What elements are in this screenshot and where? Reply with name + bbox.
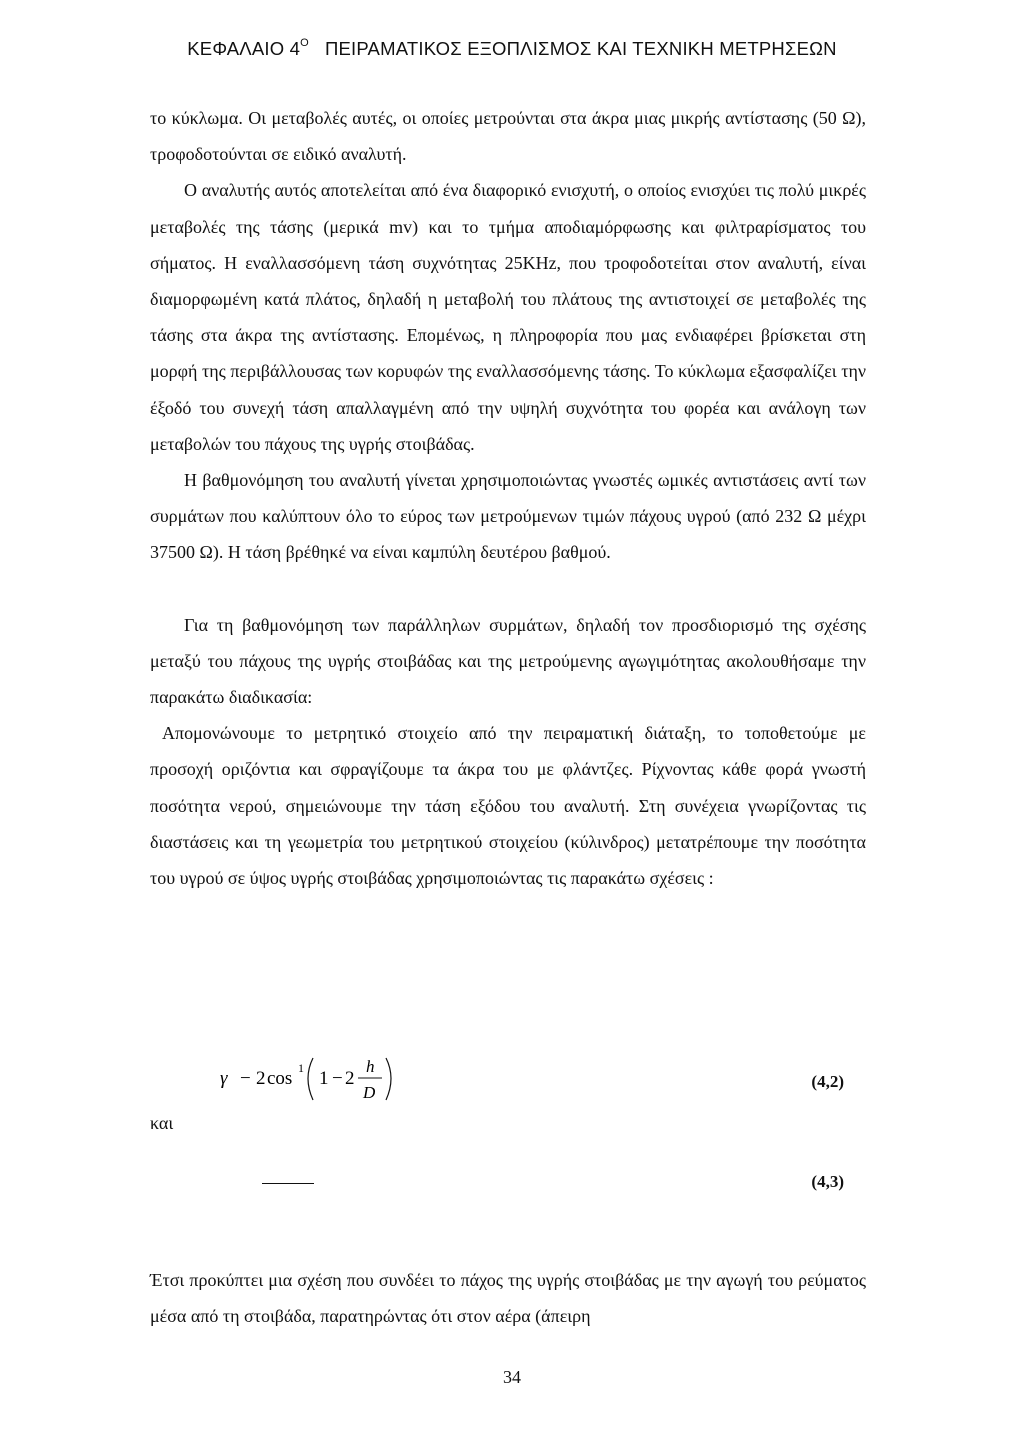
eq-paren-right	[386, 1058, 391, 1100]
eq-two: 2	[345, 1068, 355, 1089]
eq-minus: −	[240, 1068, 251, 1089]
header-title: ΠΕΙΡΑΜΑΤΙΚΟΣ ΕΞΟΠΛΙΣΜΟΣ ΚΑΙ ΤΕΧΝΙΚΗ ΜΕΤΡΗΣΕΩΝ	[324, 38, 837, 59]
eq-paren-left	[308, 1058, 313, 1100]
eq-numerator: h	[366, 1057, 375, 1076]
paragraph-6: Έτσι προκύπτει μια σχέση που συνδέει το πάχος της υγρής στοιβάδας με την αγωγή του ρεύματος μέσα από τη στοιβάδα, παρατηρώντας ότι στον αέρα (άπειρη	[150, 1270, 866, 1327]
eq-minus2: −	[332, 1068, 343, 1089]
equation-4-3	[150, 1166, 866, 1196]
paragraph-5: Απομονώνουμε το μετρητικό στοιχείο από την πειραματική διάταξη, το τοποθετούμε με προσοχή οριζόντια και σφραγίζουμε τα άκρα του με φλάντζες. Ρίχνοντας κάθε φορά γνωστή ποσότητα νερού, σημειώνουμε την τάση εξόδου του αναλυτή. Στη συνέχεια γνωρίζοντας τις διαστάσεις και τη γεωμετρία του μετρητικού στοιχείου (κύλινδρος) μετατρέπουμε την ποσότητα του υγρού σε ύψος υγρής στοιβάδας χρησιμοποιώντας τις παρακάτω σχέσεις :	[150, 723, 866, 889]
header-chapter-sup: Ο	[300, 36, 309, 49]
eq-func: cos	[267, 1068, 293, 1089]
eq-exp: 1	[298, 1061, 304, 1075]
equation-4-2-label: (4,2)	[811, 1072, 844, 1091]
eq-lhs: γ	[220, 1068, 228, 1089]
connector-word: και	[150, 1113, 174, 1133]
body-text-continued	[150, 1262, 866, 1334]
equation-4-2-formula	[200, 1052, 460, 1124]
paragraph-4: Για τη βαθμονόμηση των παράλληλων συρμάτων, δηλαδή τον προσδιορισμό της σχέσης μεταξύ του πάχους της υγρής στοιβάδας και της μετρούμενης αγωγιμότητας ακολουθήσαμε την παρακάτω διαδικασία:	[150, 614, 866, 708]
eq-denominator: D	[363, 1083, 376, 1102]
running-header	[0, 38, 1024, 60]
page-number: 34	[503, 1367, 521, 1387]
paragraph-1: το κύκλωμα. Οι μεταβολές αυτές, οι οποίες μετρούνται στα άκρα μιας μικρής αντίστασης (50 Ω), τροφοδοτούνται σε ειδικό αναλυτή.	[150, 108, 866, 165]
equation-4-2	[200, 1052, 866, 1124]
paragraph-gap	[150, 571, 866, 607]
equation-4-3-label: (4,3)	[811, 1172, 844, 1191]
eq-one: 1	[319, 1068, 329, 1089]
paragraph-3: Η βαθμονόμηση του αναλυτή γίνεται χρησιμοποιώντας γνωστές ωμικές αντιστάσεις αντί των συρμάτων που καλύπτουν όλο το εύρος των μετρούμενων τιμών πάχους υγρού (από 232 Ω μέχρι 37500 Ω). Η τάση βρέθηκέ να είναι καμπύλη δευτέρου βαθμού.	[150, 470, 866, 563]
equation-4-3-bar	[262, 1183, 314, 1184]
eq-coef: 2	[256, 1068, 266, 1089]
header-chapter: ΚΕΦΑΛΑΙΟ 4	[187, 38, 301, 59]
body-text	[150, 100, 866, 896]
paragraph-2: Ο αναλυτής αυτός αποτελείται από ένα διαφορικό ενισχυτή, ο οποίος ενισχύει τις πολύ μικρές μεταβολές της τάσης (μερικά mv) και το τμήμα αποδιαμόρφωσης και φιλτραρίσματος του σήματος. Η εναλλασσόμενη τάση συχνότητας 25KHz, που τροφοδοτείται στον αναλυτή, είναι διαμορφωμένη κατά πλάτος, δηλαδή η μεταβολή του πλάτους της αντιστοιχεί σε μεταβολές της τάσης στα άκρα της αντίστασης. Επομένως, η πληροφορία που μας ενδιαφέρει βρίσκεται στη μορφή της περιβάλλουσας των κορυφών της εναλλασσόμενης τάσης. Το κύκλωμα εξασφαλίζει την έξοδό του συνεχή τάση απαλλαγμένη από την υψηλή συχνότητα του φορέα και ανάλογη των μεταβολών του πάχους της υγρής στοιβάδας.	[150, 180, 866, 454]
